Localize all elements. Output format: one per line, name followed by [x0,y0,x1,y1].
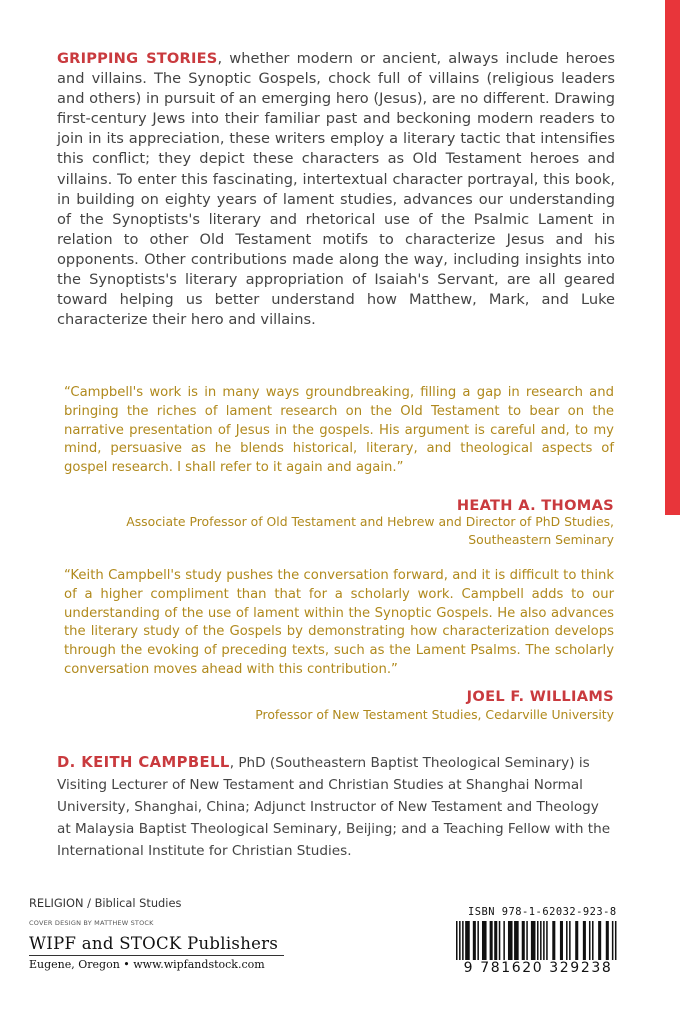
barcode-bar [569,921,571,965]
spine-color-strip [665,0,680,515]
barcode-bar [473,921,476,965]
author-bio-text: , PhD (Southeastern Baptist Theological Seminary) is Visiting Lecturer of New Testament and Christian Studies at Shanghai Normal University, Shanghai, China; Adjunct Instructor of New Testament and Theology at Malaysia Baptist Theological Seminary, Beijing; and a Teaching Fellow with the International Institute for Christian Studies. [57,755,611,859]
endorsement-quote: “Keith Campbell's study pushes the conversation forward, and it is difficult to think of a higher compliment than that for a scholarly work. Campbell adds to our understanding of the use of lament within the Synoptic Gospels. He also advances the literary study of the Gospels by demonstrating how characterization develops through the evoking of preceding texts, such as the Lament Psalms. The scholarly conversation moves ahead with this contribution.” [64,568,614,677]
barcode-bar [526,921,528,965]
cover-design-credit: COVER DESIGN BY MATTHEW STOCK [29,919,154,927]
barcode-bar [503,921,505,965]
barcode-bar [552,921,555,965]
barcode-bar [560,921,563,965]
publisher-logo: WIPF and STOCK Publishers [29,934,279,953]
endorser-title: Professor of New Testament Studies, Cedarville University [255,707,614,722]
barcode-bar [514,921,519,965]
barcode-bar [540,921,542,965]
barcode-bar [499,921,501,965]
endorser-name: HEATH A. THOMAS [456,497,614,514]
barcode-bar [522,921,525,965]
blurb-lead: GRIPPING STORIES [57,50,218,67]
barcode-bar [615,921,617,965]
blurb-text: , whether modern or ancient, always include heroes and villains. The Synoptic Gospels, chock full of villains (religious leaders and others) in pursuit of an emerging hero (Jesus), are no different. Drawing first-century Jews into their familiar past and beckoning modern readers to join in its appreciation, these writers employ a literary tactic that intensifies this conflict; they depict these characters as Old Testament heroes and villains. To enter this fascinating, intertextual character portrayal, this book, in building on eighty years of lament studies, advances our understanding of the Synoptists's literary and rhetorical use of the Psalmic Lament in relation to other Old Testament motifs to characterize Jesus and his opponents. Other contributions made along the way, including insights into the Synoptists's literary appropriation of Isaiah's Servant, are all geared toward helping us better understand how Matthew, Mark, and Luke characterize their hero and villains. [57,50,615,329]
barcode-icon [456,921,618,965]
barcode-bar [508,921,513,965]
barcode-bar [537,921,539,965]
barcode-bar [589,921,591,965]
barcode-bar [612,921,614,965]
barcode-bar [543,921,545,965]
barcode-bar [465,921,470,965]
author-bio [57,752,615,862]
barcode-bar [592,921,594,965]
barcode-bar [575,921,578,965]
publisher-divider [29,955,284,956]
barcode-bar [477,921,479,965]
barcode-bar [482,921,487,965]
barcode-bar [494,921,497,965]
barcode-bar [583,921,586,965]
publisher-address: Eugene, Oregon • www.wipfandstock.com [29,958,265,971]
barcode-bar [598,921,601,965]
barcode-bar [462,921,464,965]
endorser-name: JOEL F. WILLIAMS [466,688,614,705]
barcode-bar [459,921,461,965]
endorser-title: Associate Professor of Old Testament and Hebrew and Director of PhD Studies, Southeastern Seminary [126,514,614,548]
subject-category: RELIGION / Biblical Studies [29,896,182,910]
barcode-bar [546,921,548,965]
back-cover-blurb [57,49,615,330]
author-name: D. KEITH CAMPBELL [57,754,230,771]
isbn-label: ISBN 978-1-62032-923-8 [468,906,617,918]
barcode-bar [490,921,493,965]
barcode-bar [606,921,609,965]
endorsement-quote: “Campbell's work is in many ways groundbreaking, filling a gap in research and bringing the riches of lament research on the Old Testament to bear on the narrative presentation of Jesus in the gospels. His argument is careful and, to my mind, persuasive as he blends historical, literary, and theological aspects of gospel research. I shall refer to it again and again.” [64,385,614,476]
barcode-bar [566,921,568,965]
barcode-digits: 9 781620 329238 [453,960,623,976]
barcode-bar [456,921,458,965]
barcode-bar [531,921,536,965]
